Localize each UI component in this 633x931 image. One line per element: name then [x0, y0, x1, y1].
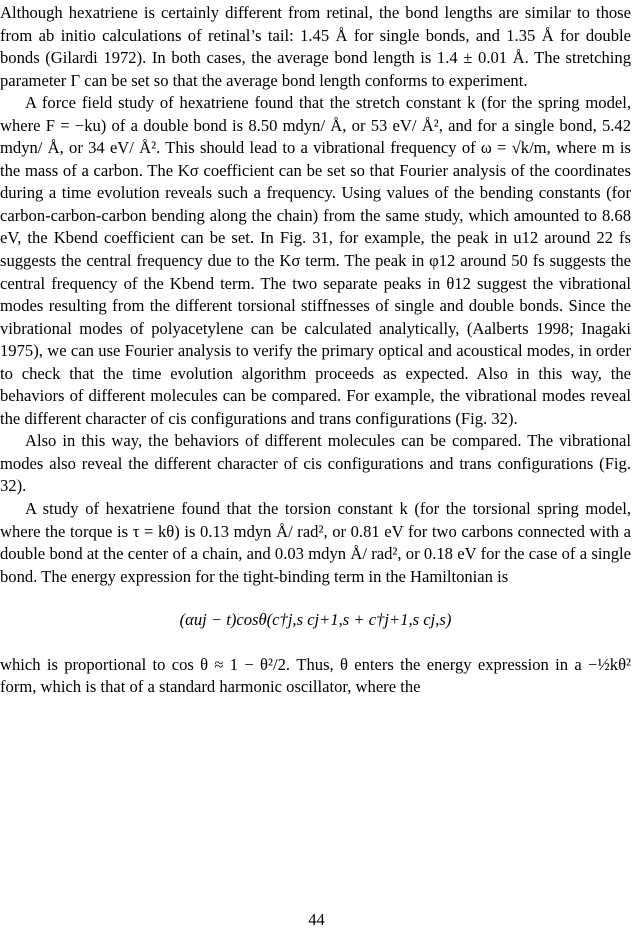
paragraph: Also in this way, the behaviors of different molecules can be compared. The vibrational modes also reveal the different character of cis configurations and trans configurations (Fig. 32).	[0, 431, 631, 496]
paragraph: Although hexatriene is certainly different from retinal, the bond lengths are similar to those from ab initio calculations of retinal’s tail: 1.45 Å for single bonds, and 1.35 Å for double bonds (Gilardi 1972). In both cases, the average bond length is 1.4 ± 0.01 Å. The stretching parameter Γ can be set so that the average bond length conforms to experiment.	[0, 3, 631, 90]
paragraph: A force field study of hexatriene found that the stretch constant k (for the spring model, where F = −ku) of a double bond is 8.50 mdyn/ Å, or 53 eV/ Å², and for a single bond, 5.42 mdyn/ Å, or 34 eV/ Å². This should lead to a vibrational frequency of ω = √k/m, where m is the mass of a carbon. The Kσ coefficient can be set so that Fourier analysis of the coordinates during a time evolution reveals such a frequency. Using values of the bending constants (for carbon-carbon-carbon bending along the chain) from the same study, which amounted to 8.68 eV, the Kbend coefficient can be set. In Fig. 31, for example, the peak in u12 around 22 fs suggests the central frequency due to the Kσ term. The peak in φ12 around 50 fs suggests the central frequency of the Kbend term. The two separate peaks in θ12 suggest the vibrational modes resulting from the different torsional stiffnesses of single and double bonds. Since the vibrational modes of polyacetylene can be calculated analytically, (Aalberts 1998; Inagaki 1975), we can use Fourier analysis to verify the primary optical and acoustical modes, in order to check that the time evolution algorithm proceeds as expected. Also in this way, the behaviors of different molecules can be compared. For example, the vibrational modes reveal the different character of cis configurations and trans configurations (Fig. 32).	[0, 93, 631, 428]
paragraph: A study of hexatriene found that the torsion constant k (for the torsional spring model, where the torque is τ = kθ) is 0.13 mdyn Å/ rad², or 0.81 eV for two carbons connected with a double bond at the center of a chain, and 0.03 mdyn Å/ rad², or 0.18 eV for the case of a single bond. The energy expression for the tight-binding term in the Hamiltonian is	[0, 499, 631, 586]
page-number: 44	[308, 910, 325, 929]
display-equation: (αuj − t)cosθ(c†j,s cj+1,s + c†j+1,s cj,s)	[179, 610, 452, 630]
body-text	[0, 2, 631, 699]
paragraph: which is proportional to cos θ ≈ 1 − θ²/2. Thus, θ enters the energy expression in a −½kθ² form, which is that of a standard harmonic oscillator, where the	[0, 654, 631, 697]
